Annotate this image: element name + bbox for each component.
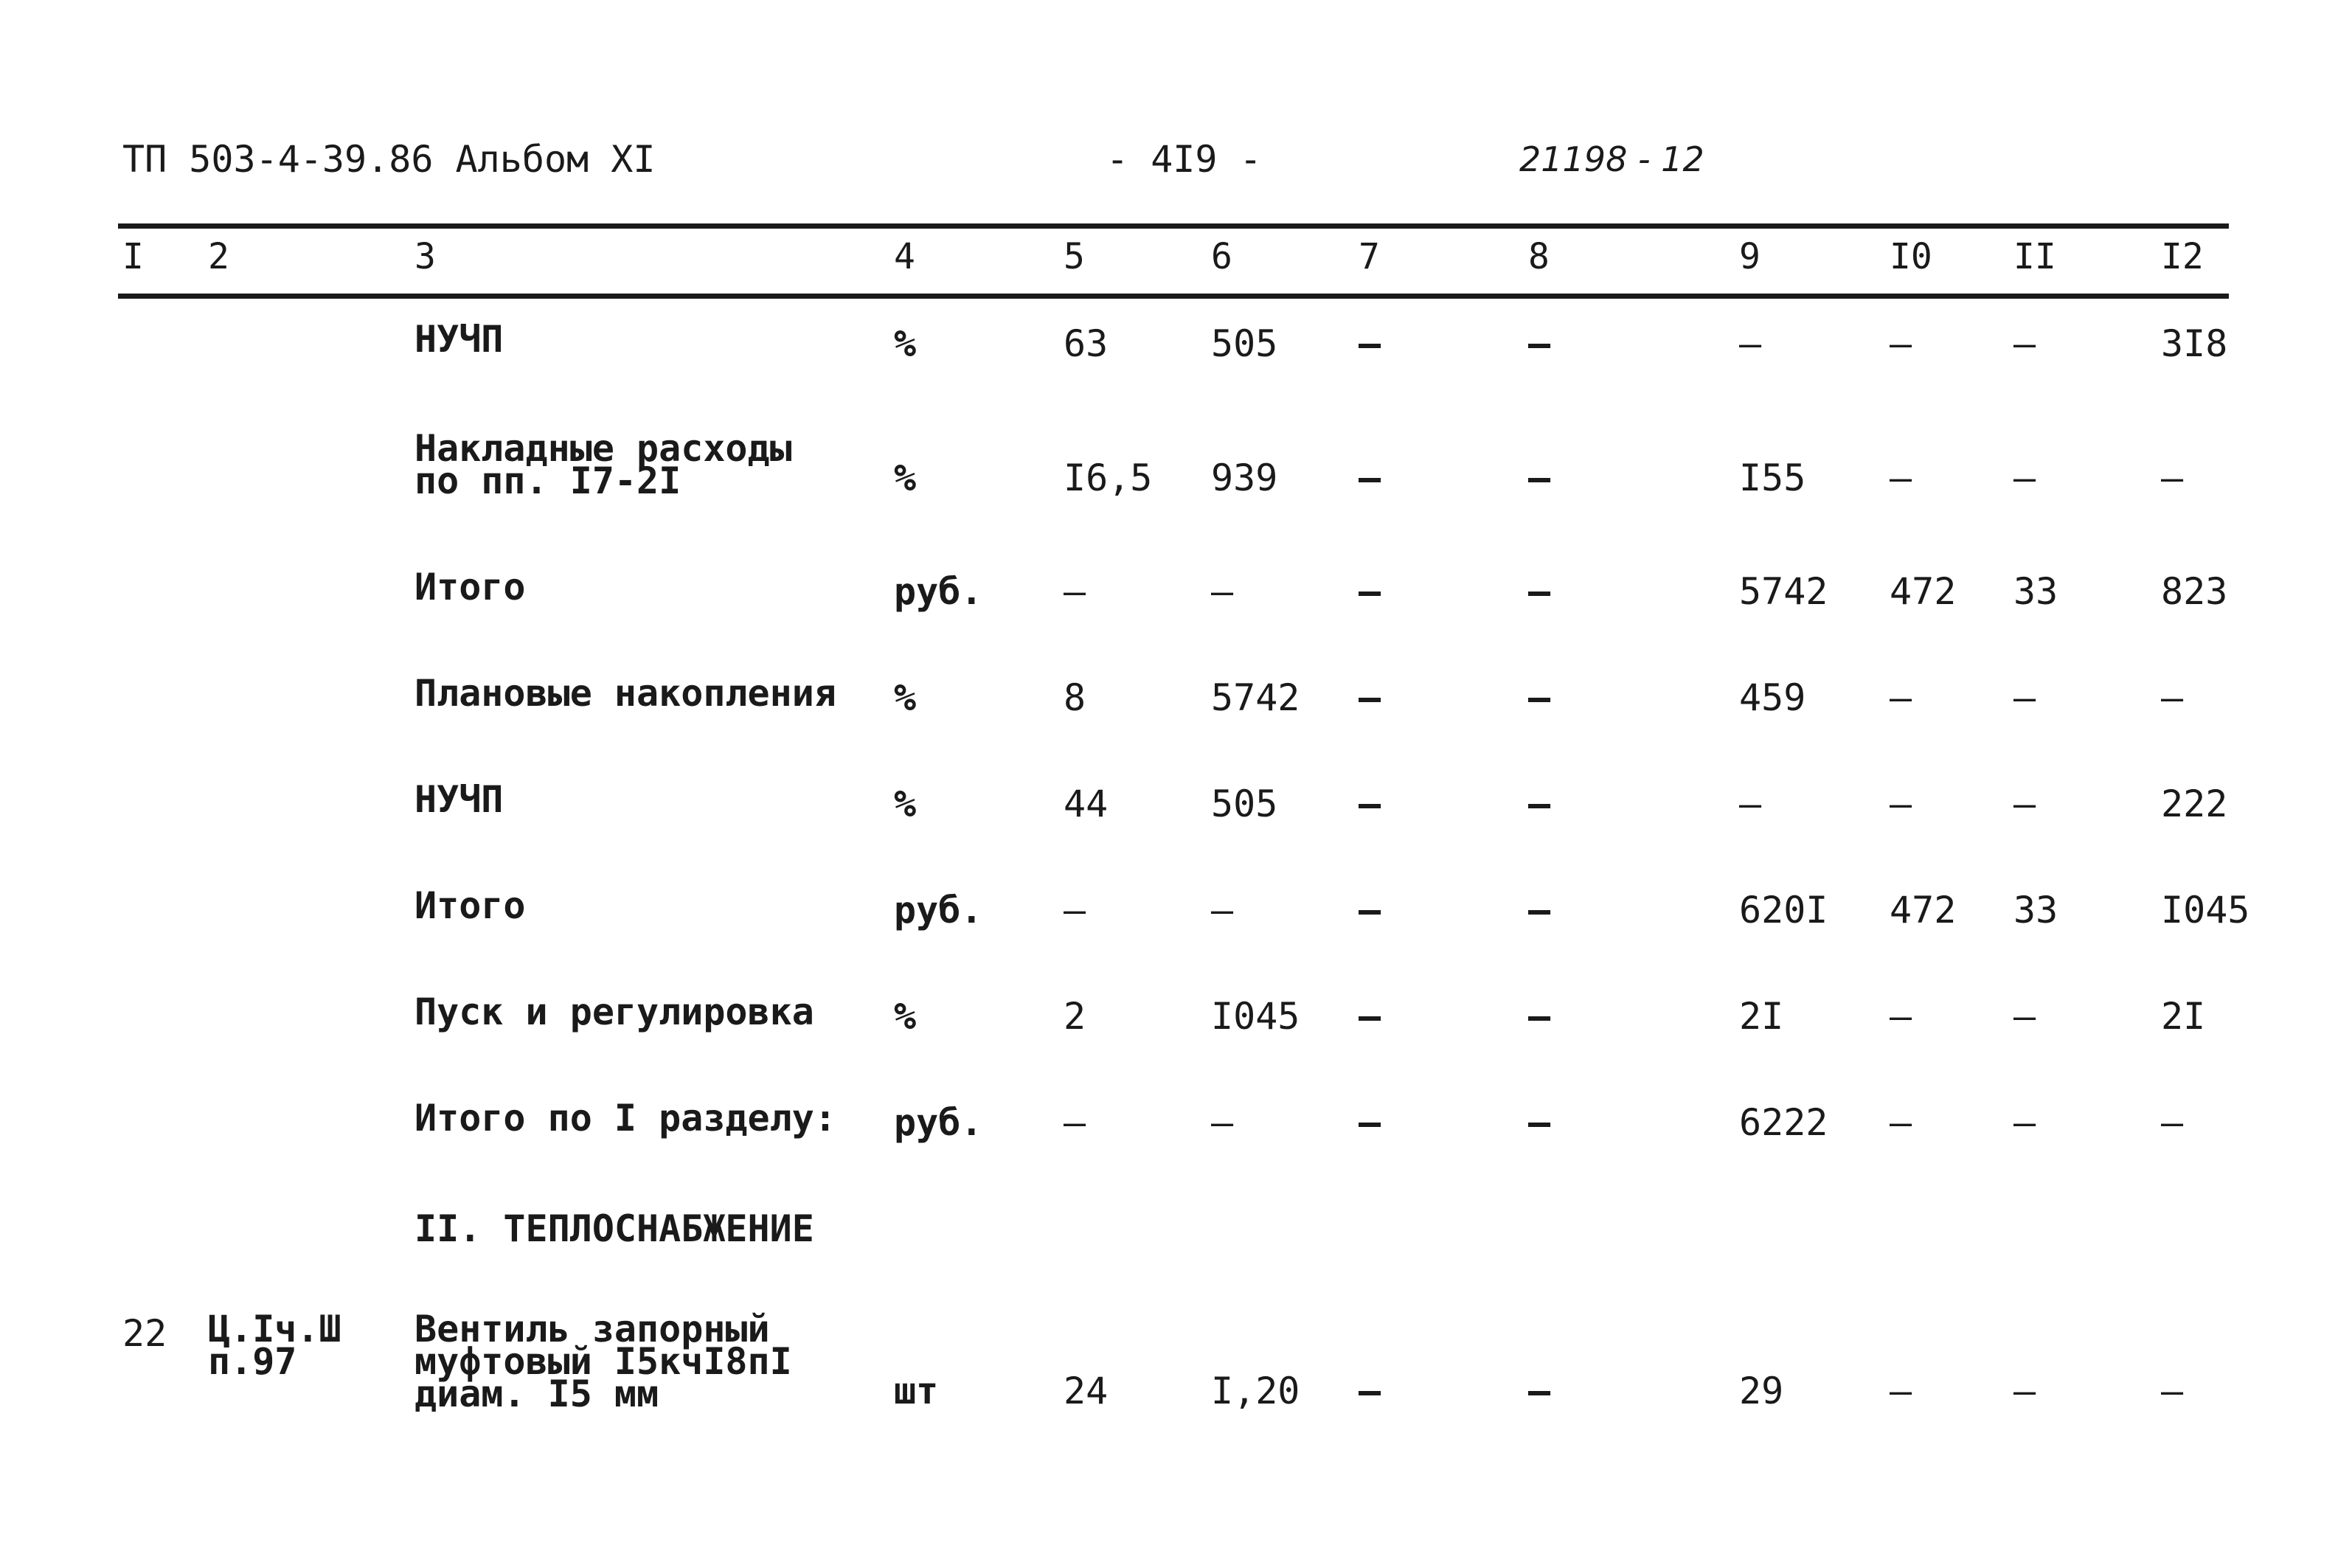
row-col5: 44: [1064, 783, 1109, 825]
row-col5: 24: [1064, 1370, 1109, 1412]
row-col8: –: [1528, 1101, 1551, 1144]
row-unit: шт: [894, 1370, 939, 1412]
row-col8: –: [1528, 889, 1551, 932]
row-col12: 823: [2161, 570, 2228, 613]
row-col11: 33: [2013, 889, 2058, 932]
row-unit: руб.: [894, 570, 983, 613]
row-unit: %: [894, 995, 917, 1038]
row-col5: 8: [1064, 676, 1086, 719]
column-header: I: [122, 236, 144, 277]
row-col8: –: [1528, 457, 1551, 499]
row-col6: 5742: [1211, 676, 1300, 719]
column-header: 3: [414, 236, 436, 277]
row-col9: –: [1739, 783, 1762, 825]
row-col5: –: [1064, 889, 1086, 932]
row-col5: 63: [1064, 322, 1109, 365]
row-col8: –: [1528, 676, 1551, 719]
row-name: Итого по I разделу:: [414, 1097, 836, 1139]
row-col10: 472: [1890, 570, 1957, 613]
archive-stamp: 21198 - 12: [1519, 139, 1704, 179]
row-col8: –: [1528, 322, 1551, 365]
row-unit: %: [894, 676, 917, 719]
row-col7: –: [1359, 457, 1381, 499]
row-col12: 222: [2161, 783, 2228, 825]
row-col10: –: [1890, 676, 1912, 719]
row-name: НУЧП: [414, 318, 504, 361]
row-col5: 2: [1064, 995, 1086, 1038]
row-col6: –: [1211, 1101, 1234, 1144]
column-header: 9: [1739, 236, 1760, 277]
row-col12: –: [2161, 457, 2184, 499]
row-col12: I045: [2161, 889, 2250, 932]
row-unit: %: [894, 457, 917, 499]
row-col10: 472: [1890, 889, 1957, 932]
row-col11: 33: [2013, 570, 2058, 613]
row-col11: –: [2013, 1101, 2036, 1144]
row-name: Пуск и регулировка: [414, 991, 814, 1033]
row-unit: %: [894, 783, 917, 825]
row-col9: 29: [1739, 1370, 1784, 1412]
column-header: 5: [1064, 236, 1085, 277]
row-name: НУЧП: [414, 778, 504, 821]
row-col6: 505: [1211, 322, 1278, 365]
row-unit: руб.: [894, 889, 983, 932]
row-col11: –: [2013, 676, 2036, 719]
row-name: Плановые накопления: [414, 672, 836, 715]
row-name: Итого: [414, 566, 526, 608]
row-col10: –: [1890, 783, 1912, 825]
column-header: 7: [1359, 236, 1380, 277]
column-header: 6: [1211, 236, 1232, 277]
row-number: 22: [122, 1312, 167, 1355]
row-col5: –: [1064, 1101, 1086, 1144]
row-reference: Ц.Iч.Ш п.97: [208, 1308, 341, 1383]
row-col10: –: [1890, 1370, 1912, 1412]
row-col8: –: [1528, 570, 1551, 613]
column-header: 4: [894, 236, 915, 277]
row-col11: –: [2013, 995, 2036, 1038]
row-col7: –: [1359, 783, 1381, 825]
page-number: - 4I9 -: [1106, 138, 1262, 181]
row-col10: –: [1890, 1101, 1912, 1144]
row-col7: –: [1359, 889, 1381, 932]
table-top-rule: [118, 223, 2229, 229]
row-unit: руб.: [894, 1101, 983, 1144]
row-col7: –: [1359, 570, 1381, 613]
row-col6: –: [1211, 570, 1234, 613]
row-col8: –: [1528, 995, 1551, 1038]
row-col7: –: [1359, 1101, 1381, 1144]
table-header-rule: [118, 294, 2229, 299]
row-col9: –: [1739, 322, 1762, 365]
row-col9: 459: [1739, 676, 1806, 719]
row-col11: –: [2013, 1370, 2036, 1412]
row-unit: %: [894, 322, 917, 365]
row-col7: –: [1359, 676, 1381, 719]
row-col9: I55: [1739, 457, 1806, 499]
row-name: Итого: [414, 884, 526, 927]
row-col6: 939: [1211, 457, 1278, 499]
row-col8: –: [1528, 1370, 1551, 1412]
row-name: Накладные расходы по пп. I7-2I: [414, 427, 792, 502]
row-col5: I6,5: [1064, 457, 1153, 499]
row-col10: –: [1890, 995, 1912, 1038]
column-header: I0: [1890, 236, 1932, 277]
row-col7: –: [1359, 995, 1381, 1038]
row-col6: I,20: [1211, 1370, 1300, 1412]
row-col7: –: [1359, 322, 1381, 365]
row-col5: –: [1064, 570, 1086, 613]
row-col10: –: [1890, 457, 1912, 499]
row-col6: –: [1211, 889, 1234, 932]
row-col12: –: [2161, 1370, 2184, 1412]
row-col10: –: [1890, 322, 1912, 365]
row-col9: 2I: [1739, 995, 1784, 1038]
row-col6: 505: [1211, 783, 1278, 825]
row-col8: –: [1528, 783, 1551, 825]
row-col12: 3I8: [2161, 322, 2228, 365]
row-name: Вентиль запорный муфтовый I5кчI8пI диам. I5 мм: [414, 1308, 792, 1415]
row-col9: 6222: [1739, 1101, 1828, 1144]
row-col12: 2I: [2161, 995, 2206, 1038]
row-col9: 620I: [1739, 889, 1828, 932]
row-col11: –: [2013, 322, 2036, 365]
column-header: 8: [1528, 236, 1550, 277]
row-col11: –: [2013, 457, 2036, 499]
row-col12: –: [2161, 1101, 2184, 1144]
document-designation: ТП 503-4-39.86 Альбом XI: [122, 138, 656, 181]
section-title: II. ТЕПЛОСНАБЖЕНИЕ: [414, 1207, 814, 1250]
column-header: II: [2013, 236, 2056, 277]
row-col6: I045: [1211, 995, 1300, 1038]
row-col7: –: [1359, 1370, 1381, 1412]
row-col11: –: [2013, 783, 2036, 825]
column-header: 2: [208, 236, 229, 277]
row-col9: 5742: [1739, 570, 1828, 613]
column-header: I2: [2161, 236, 2204, 277]
row-col12: –: [2161, 676, 2184, 719]
